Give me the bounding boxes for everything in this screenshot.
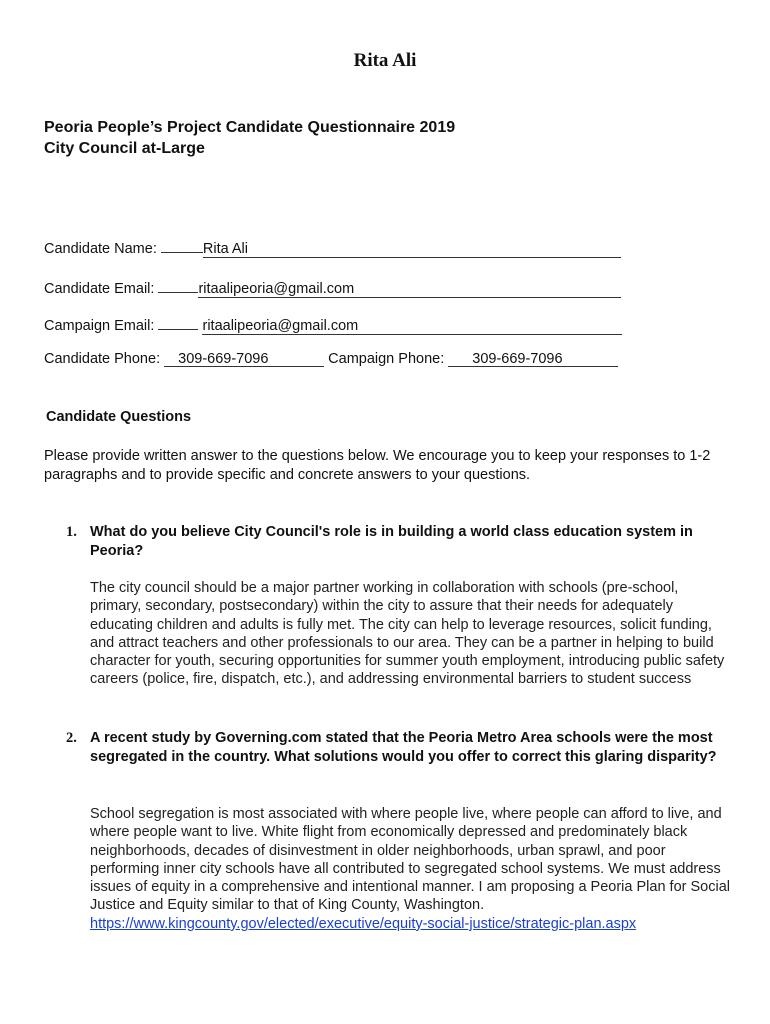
underline-blank bbox=[161, 236, 203, 253]
candidate-name-label: Candidate Name: bbox=[44, 241, 157, 257]
question-2 bbox=[66, 729, 726, 767]
answer-1: The city council should be a major partner working in collaboration with schools (pre-school, primary, secondary, postsecondary) within the city to assure that their needs for adequately educating children and adults is fully met. The city can help to leverage resources, solicit funding, and attract teachers and other professionals to our area. They can be a partner in helping to build character for youth, securing opportunities for summer youth employment, introducing public safety careers (police, fire, dispatch, etc.), and addressing environmental barriers to student success bbox=[90, 580, 725, 688]
question-number: 2. bbox=[66, 730, 77, 746]
answer-2-text: School segregation is most associated with where people live, where people can afford to live, and where people want to live. White flight from economically depressed and predominately black neighborhoods, decades of disinvestment in older neighborhoods, urban sprawl, and poor performing inner city schools have all contributed to segregated school systems. We must address issues of equity in a comprehensive and intentional manner. I am proposing a Peoria Plan for Social Justice and Equity similar to that of King County, Washington. bbox=[90, 806, 730, 914]
campaign-phone-value: 309-669-7096 bbox=[472, 351, 563, 367]
campaign-email-label: Campaign Email: bbox=[44, 318, 155, 334]
candidate-name-heading: Rita Ali bbox=[353, 50, 417, 71]
candidate-name-field[interactable] bbox=[203, 241, 621, 258]
campaign-email-row bbox=[44, 313, 622, 335]
underline-blank bbox=[158, 313, 198, 330]
candidate-name-row bbox=[44, 236, 621, 258]
question-number: 1. bbox=[66, 524, 77, 540]
campaign-email-field[interactable] bbox=[202, 318, 622, 335]
candidate-email-value: ritaalipeoria@gmail.com bbox=[198, 281, 355, 297]
question-1 bbox=[66, 523, 726, 561]
candidate-email-field[interactable] bbox=[198, 281, 621, 298]
instructions-paragraph: Please provide written answer to the questions below. We encourage you to keep your responses to 1-2 paragraphs and to provide specific and concrete answers to your questions. bbox=[44, 448, 711, 483]
phone-row bbox=[44, 351, 618, 367]
candidate-email-row bbox=[44, 276, 621, 298]
candidate-phone-field[interactable] bbox=[164, 351, 324, 367]
candidate-name-value: Rita Ali bbox=[202, 241, 249, 257]
questionnaire-title bbox=[44, 117, 455, 159]
question-text: A recent study by Governing.com stated that the Peoria Metro Area schools were the most segregated in the country. What solutions would you offer to correct this glaring disparity? bbox=[90, 730, 717, 765]
question-text: What do you believe City Council's role is in building a world class education system in Peoria? bbox=[90, 524, 693, 559]
campaign-phone-label: Campaign Phone: bbox=[328, 351, 445, 367]
title-line-1: Peoria People’s Project Candidate Questionnaire 2019 bbox=[44, 119, 456, 136]
equity-plan-link[interactable]: https://www.kingcounty.gov/elected/executive/equity-social-justice/strategic-plan.aspx bbox=[90, 915, 637, 932]
title-line-2: City Council at-Large bbox=[44, 140, 205, 157]
candidate-phone-value: 309-669-7096 bbox=[178, 351, 269, 367]
candidate-questions-heading: Candidate Questions bbox=[46, 409, 192, 425]
campaign-email-value: ritaalipeoria@gmail.com bbox=[202, 318, 359, 334]
candidate-phone-label: Candidate Phone: bbox=[44, 351, 161, 367]
candidate-email-label: Candidate Email: bbox=[44, 281, 155, 297]
campaign-phone-field[interactable] bbox=[448, 351, 618, 367]
underline-blank bbox=[158, 276, 198, 293]
answer-2 bbox=[90, 805, 730, 933]
